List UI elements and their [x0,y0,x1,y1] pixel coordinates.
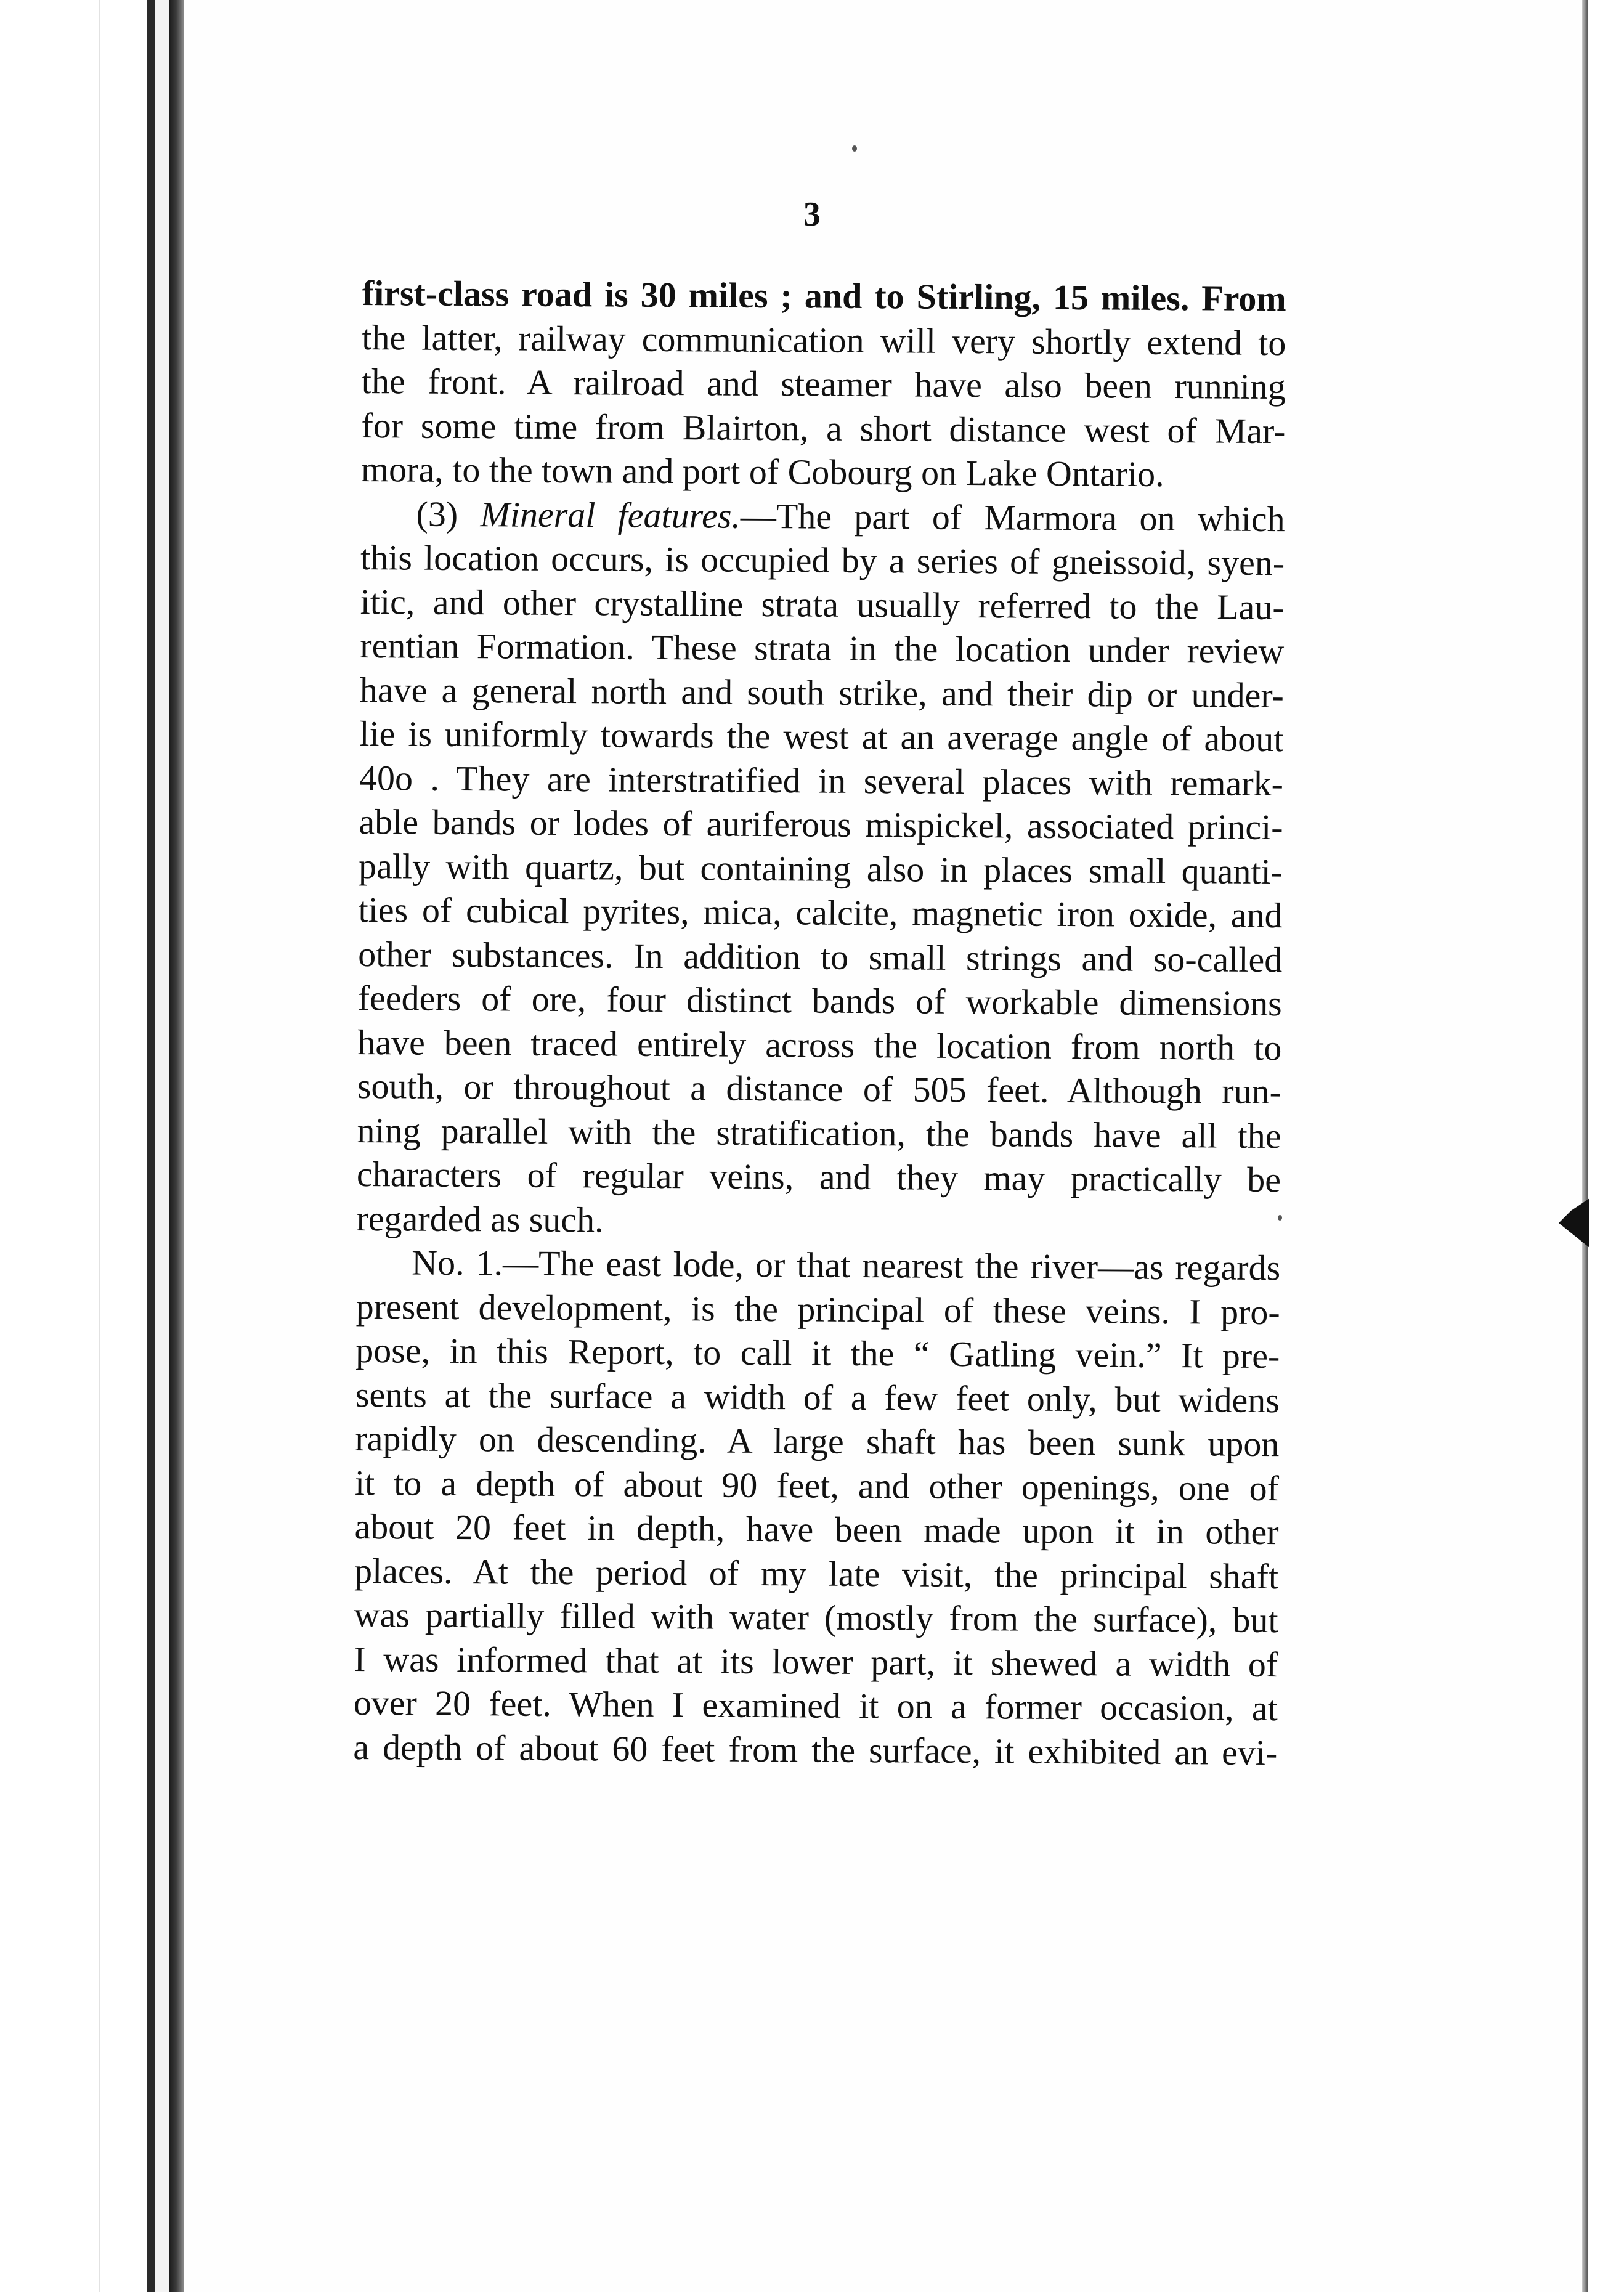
text-line: rentian Formation. These strata in the location under review [360,625,1285,672]
text-line: first-class road is 30 miles ; and to Stirling, 15 miles. From [362,272,1286,319]
text-line: regarded as such. [356,1198,604,1240]
text-line: about 20 feet in depth, have been made upon it in other [354,1506,1279,1553]
text-line: other substances. In addition to small strings and so-called [358,933,1283,980]
text-line: the latter, railway communication will very shortly extend to [362,317,1286,363]
text-line: able bands or lodes of auriferous mispickel, associated princi- [359,801,1283,848]
text-line: feeders of ore, four distinct bands of workable dimensions [357,977,1282,1024]
text-line: rapidly on descending. A large shaft has been sunk upon [355,1418,1280,1465]
text-line: have a general north and south strike, and their dip or under- [359,669,1285,715]
text-line: the front. A railroad and steamer have also been running [361,360,1286,407]
text-line: present development, is the principal of these veins. I pro- [355,1286,1280,1332]
text-line: mora, to the town and port of Cobourg on Lake Ontario. [360,449,1164,494]
text-line: lie is uniformly towards the west at an average angle of about [359,713,1284,760]
text-line: places. At the period of my late visit, the principal shaft [354,1550,1279,1596]
text-line: pose, in this Report, to call it the “ Gatling vein.” It pre- [355,1330,1280,1376]
text-line: characters of regular veins, and they may practically be [356,1153,1281,1200]
text-line: 40o . They are interstratified in several places with remark- [359,757,1284,803]
text-line: I was informed that at its lower part, it shewed a width of [354,1638,1278,1684]
text-line: ties of cubical pyrites, mica, calcite, magnetic iron oxide, and [358,889,1283,936]
section-number: (3) [416,494,481,534]
section-heading-rest: —The part of Marmora on which [740,495,1285,539]
body-text [353,271,1286,1774]
page-edge-faint [99,0,100,2292]
scan-speck [852,145,857,152]
text-line: south, or throughout a distance of 505 feet. Although run- [357,1065,1282,1112]
section-heading-line [360,491,1285,541]
text-line: sents at the surface a width of a few feet only, but widens [355,1374,1280,1420]
binding-gap [155,0,169,2292]
text-line: for some time from Blairton, a short distance west of Mar- [361,405,1286,451]
text-line: a depth of about 60 feet from the surface, it exhibited an evi- [353,1726,1278,1773]
text-line: was partially filled with water (mostly from the surface), but [354,1594,1278,1641]
text-line: over 20 feet. When I examined it on a former occasion, at [353,1682,1278,1729]
page-edge-right [1582,0,1588,2292]
text-line: pally with quartz, but containing also in places small quanti- [358,845,1283,892]
text-line: this location occurs, is occupied by a series of gneissoid, syen- [360,537,1285,583]
text-line: ning parallel with the stratification, the bands have all the [357,1110,1281,1156]
section-heading-italic: Mineral features. [480,494,741,536]
text-line: have been traced entirely across the location from north to [357,1022,1282,1068]
page-number: 3 [803,195,821,234]
binding-shadow-outer [147,0,155,2292]
text-line: itic, and other crystalline strata usually referred to the Lau- [360,581,1285,627]
binding-shadow-inner [169,0,184,2292]
text-line: No. 1.—The east lode, or that nearest the river—as regards [411,1242,1281,1288]
text-line: it to a depth of about 90 feet, and other openings, one of [354,1462,1280,1508]
